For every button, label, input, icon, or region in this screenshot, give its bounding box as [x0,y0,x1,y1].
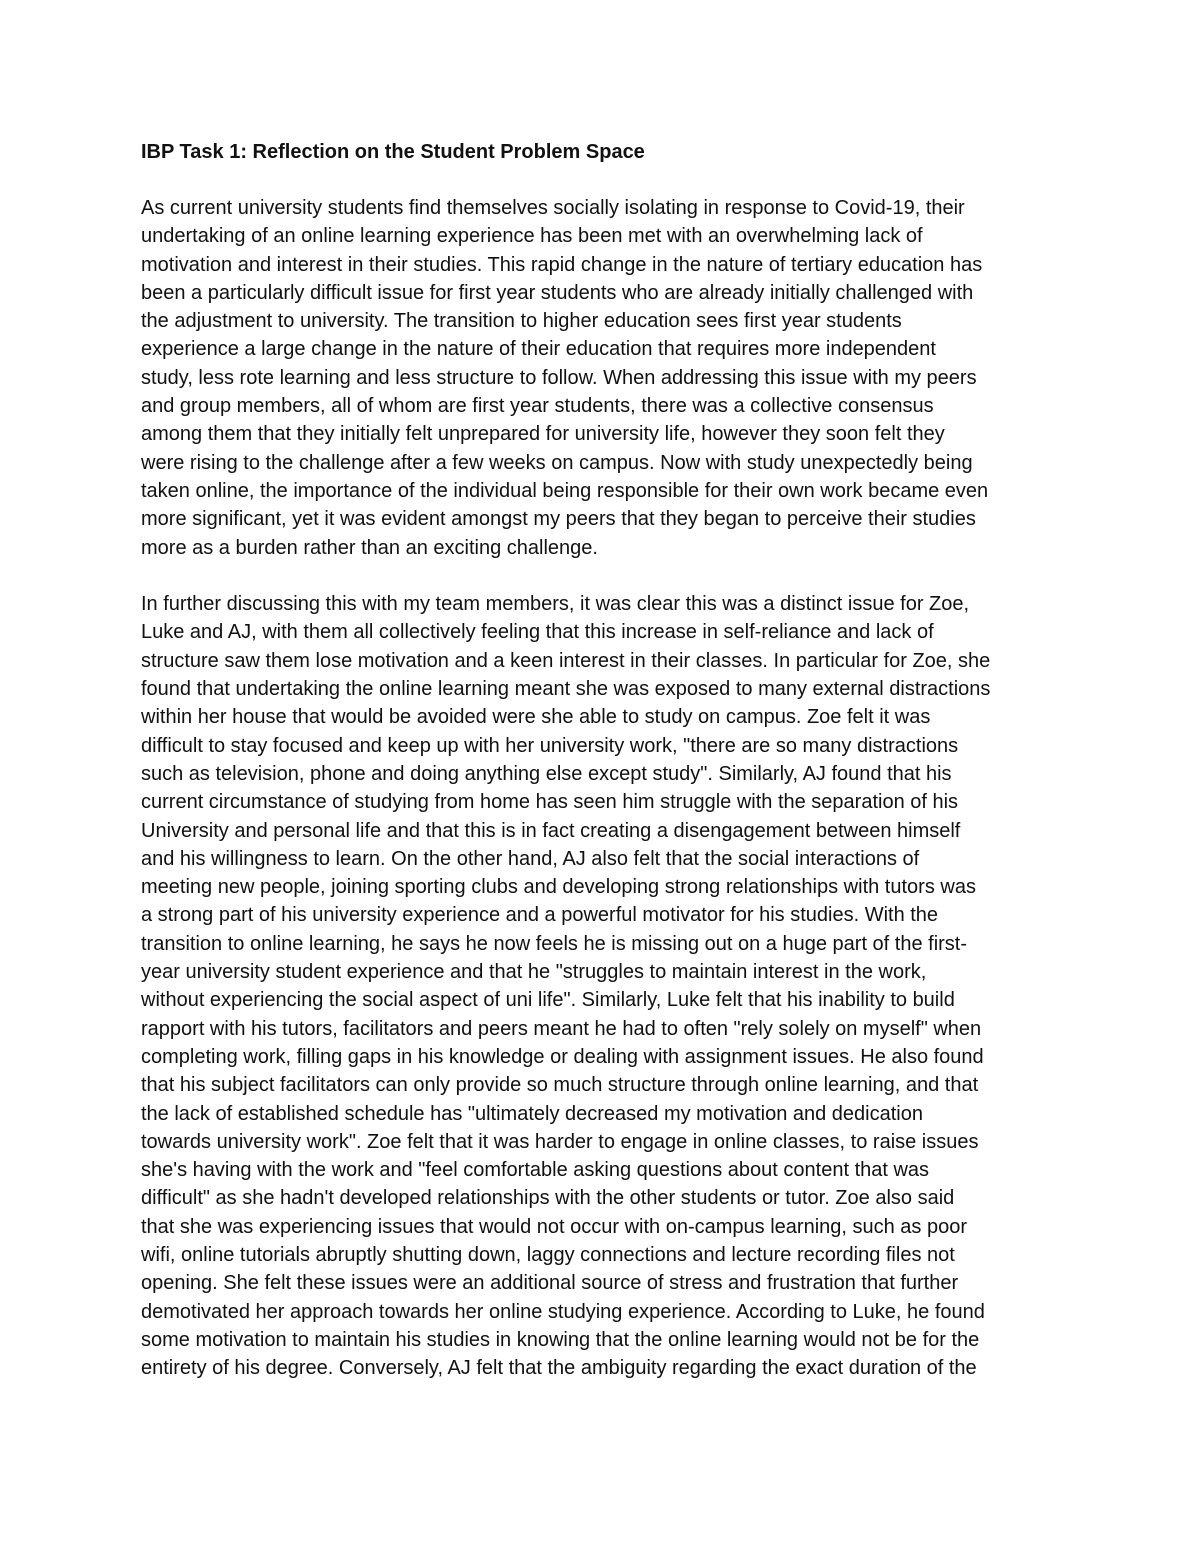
text-line: more significant, yet it was evident amongst my peers that they began to perceive their studies [141,508,976,531]
text-line: undertaking of an online learning experience has been met with an overwhelming lack of [141,225,923,248]
text-line: As current university students find themselves socially isolating in response to Covid-19, their [141,197,965,219]
text-line: completing work, filling gaps in his knowledge or dealing with assignment issues. He also found [141,1045,984,1068]
text-line: were rising to the challenge after a few weeks on campus. Now with study unexpectedly being [141,451,973,474]
text-line: found that undertaking the online learning meant she was exposed to many external distractions [141,678,991,701]
text-line: current circumstance of studying from home has seen him struggle with the separation of his [141,791,959,814]
text-line: taken online, the importance of the individual being responsible for their own work became even [141,479,989,502]
paragraphs-container [141,194,1071,1382]
text-line: opening. She felt these issues were an additional source of stress and frustration that further [141,1272,959,1295]
text-line: and group members, all of whom are first year students, there was a collective consensus [141,395,934,418]
text-line: a strong part of his university experience and a powerful motivator for his studies. With the [141,904,939,927]
text-line: demotivated her approach towards her online studying experience. According to Luke, he found [141,1300,985,1323]
text-line: entirety of his degree. Conversely, AJ felt that the ambiguity regarding the exact duration of the [141,1357,977,1380]
text-line: some motivation to maintain his studies in knowing that the online learning would not be for the [141,1328,980,1351]
text-line: year university student experience and that he "struggles to maintain interest in the work, [141,961,927,984]
text-line: and his willingness to learn. On the other hand, AJ also felt that the social interactions of [141,847,920,870]
text-line: within her house that would be avoided were she able to study on campus. Zoe felt it was [141,706,931,729]
text-line: motivation and interest in their studies. This rapid change in the nature of tertiary education has [141,253,983,276]
text-line: that she was experiencing issues that would not occur with on-campus learning, such as poor [141,1215,968,1238]
text-line: rapport with his tutors, facilitators and peers meant he had to often "rely solely on myself" when [141,1017,982,1040]
paragraph [141,194,1071,562]
text-line: Luke and AJ, with them all collectively feeling that this increase in self-reliance and lack of [141,621,934,644]
text-line: she's having with the work and "feel comfortable asking questions about content that was [141,1159,930,1182]
text-line: meeting new people, joining sporting clubs and developing strong relationships with tutors was [141,876,976,899]
text-line: transition to online learning, he says he now feels he is missing out on a huge part of the first- [141,932,968,955]
text-line: more as a burden rather than an exciting challenge. [141,536,598,559]
text-line: University and personal life and that this is in fact creating a disengagement between himself [141,819,961,842]
text-line: such as television, phone and doing anything else except study". Similarly, AJ found that his [141,762,952,785]
text-line: difficult" as she hadn't developed relationships with the other students or tutor. Zoe also said [141,1187,955,1210]
text-line: without experiencing the social aspect of uni life". Similarly, Luke felt that his inability to build [141,989,955,1012]
text-line: that his subject facilitators can only provide so much structure through online learning, and that [141,1074,979,1097]
text-line: among them that they initially felt unprepared for university life, however they soon felt they [141,423,945,446]
text-line: structure saw them lose motivation and a keen interest in their classes. In particular for Zoe, she [141,649,991,672]
text-line: been a particularly difficult issue for first year students who are already initially challenged with [141,281,974,304]
text-line: towards university work". Zoe felt that it was harder to engage in online classes, to raise issues [141,1130,979,1153]
document-title: IBP Task 1: Reflection on the Student Problem Space [141,141,645,163]
text-line: the lack of established schedule has "ultimately decreased my motivation and dedication [141,1102,923,1125]
text-line: difficult to stay focused and keep up with her university work, "there are so many distractions [141,734,959,757]
text-line: study, less rote learning and less structure to follow. When addressing this issue with my peers [141,366,977,389]
document-body [141,138,1071,1382]
text-line: In further discussing this with my team members, it was clear this was a distinct issue for Zoe, [141,593,970,616]
paragraph [141,590,1071,1382]
text-line: experience a large change in the nature of their education that requires more independent [141,338,936,361]
text-line: wifi, online tutorials abruptly shutting down, laggy connections and lecture recording files not [141,1243,955,1266]
text-line: the adjustment to university. The transition to higher education sees first year students [141,310,902,333]
